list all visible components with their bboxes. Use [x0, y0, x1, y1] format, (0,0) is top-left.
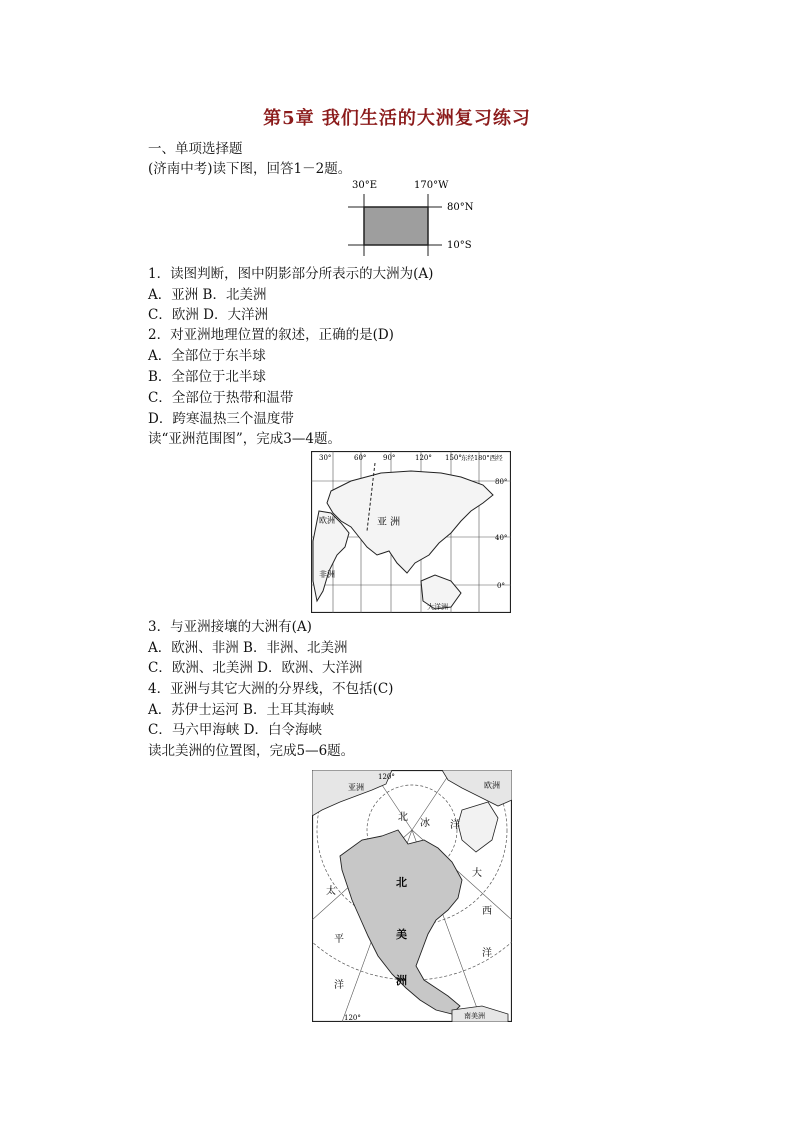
section-heading: 一、单项选择题 [148, 141, 243, 157]
label-arctic-1: 北 [398, 812, 408, 823]
intro-text-1: (济南中考)读下图，回答1－2题。 [148, 161, 352, 177]
label-lon-bottom: 120° [344, 1014, 361, 1022]
tick-150: 150° [445, 454, 462, 462]
label-na-2: 美 [396, 928, 407, 941]
question-1: 1．读图判断，图中阴影部分所表示的大洲为(A) [148, 266, 434, 282]
figure-asia-map [311, 451, 511, 613]
question-2-option-d: D．跨寒温热三个温度带 [148, 411, 294, 427]
question-3-options-cd: C．欧洲、北美洲 D．欧洲、大洋洲 [148, 660, 363, 676]
figure-latlon-box [330, 176, 490, 256]
label-pacific-1: 太 [326, 886, 336, 897]
label-na-1: 北 [396, 876, 407, 889]
question-4: 4．亚洲与其它大洲的分界线，不包括(C) [148, 681, 394, 697]
question-1-options-ab: A．亚洲 B．北美洲 [148, 287, 267, 303]
question-2: 2．对亚洲地理位置的叙述，正确的是(D) [148, 327, 394, 343]
label-lat-bottom: 10°S [447, 240, 472, 251]
intro-text-2: 读“亚洲范围图”，完成3—4题。 [148, 431, 341, 447]
tick-30: 30° [319, 454, 332, 462]
label-lon-top: 120° [378, 773, 395, 781]
label-asia: 亚洲 [348, 783, 364, 792]
label-europe: 欧洲 [319, 516, 335, 525]
tick-90: 90° [383, 454, 396, 462]
page-title: 第5章 我们生活的大洲复习练习 [263, 108, 531, 129]
label-arctic-2: 冰 [420, 818, 430, 829]
question-3-options-ab: A．欧洲、非洲 B．非洲、北美洲 [148, 640, 348, 656]
label-oceania: 大洋洲 [427, 603, 448, 611]
question-1-options-cd: C．欧洲 D．大洋洲 [148, 307, 268, 323]
label-south-america: 南美洲 [464, 1012, 485, 1020]
label-atlantic-3: 洋 [482, 948, 492, 959]
label-atlantic-2: 西 [482, 906, 492, 917]
figure-north-america-map [312, 770, 512, 1022]
question-2-option-b: B．全部位于北半球 [148, 369, 266, 385]
tick-lat-0: 0° [497, 582, 505, 590]
label-na-3: 洲 [396, 974, 407, 987]
label-pacific-2: 平 [334, 934, 344, 945]
label-atlantic-1: 大 [472, 868, 482, 879]
label-lon-left: 30°E [352, 180, 378, 191]
label-asia: 亚 洲 [377, 517, 401, 528]
tick-lat-40: 40° [495, 534, 508, 542]
question-3: 3．与亚洲接壤的大洲有(A) [148, 619, 312, 635]
tick-120: 120° [415, 454, 432, 462]
label-lat-top: 80°N [447, 202, 474, 213]
question-4-options-ab: A．苏伊士运河 B．土耳其海峡 [148, 702, 334, 718]
question-2-option-c: C．全部位于热带和温带 [148, 390, 294, 406]
label-europe: 欧洲 [484, 781, 500, 790]
question-2-option-a: A．全部位于东半球 [148, 348, 266, 364]
question-4-options-cd: C．马六甲海峡 D．白令海峡 [148, 722, 322, 738]
label-arctic-3: 洋 [450, 820, 460, 831]
intro-text-3: 读北美洲的位置图，完成5—6题。 [148, 743, 355, 759]
tick-lat-80: 80° [495, 478, 508, 486]
label-pacific-3: 洋 [334, 980, 344, 991]
tick-60: 60° [354, 454, 367, 462]
tick-180: 东经180°西经 [461, 454, 503, 462]
label-lon-right: 170°W [414, 180, 449, 191]
label-africa: 非洲 [319, 570, 335, 579]
